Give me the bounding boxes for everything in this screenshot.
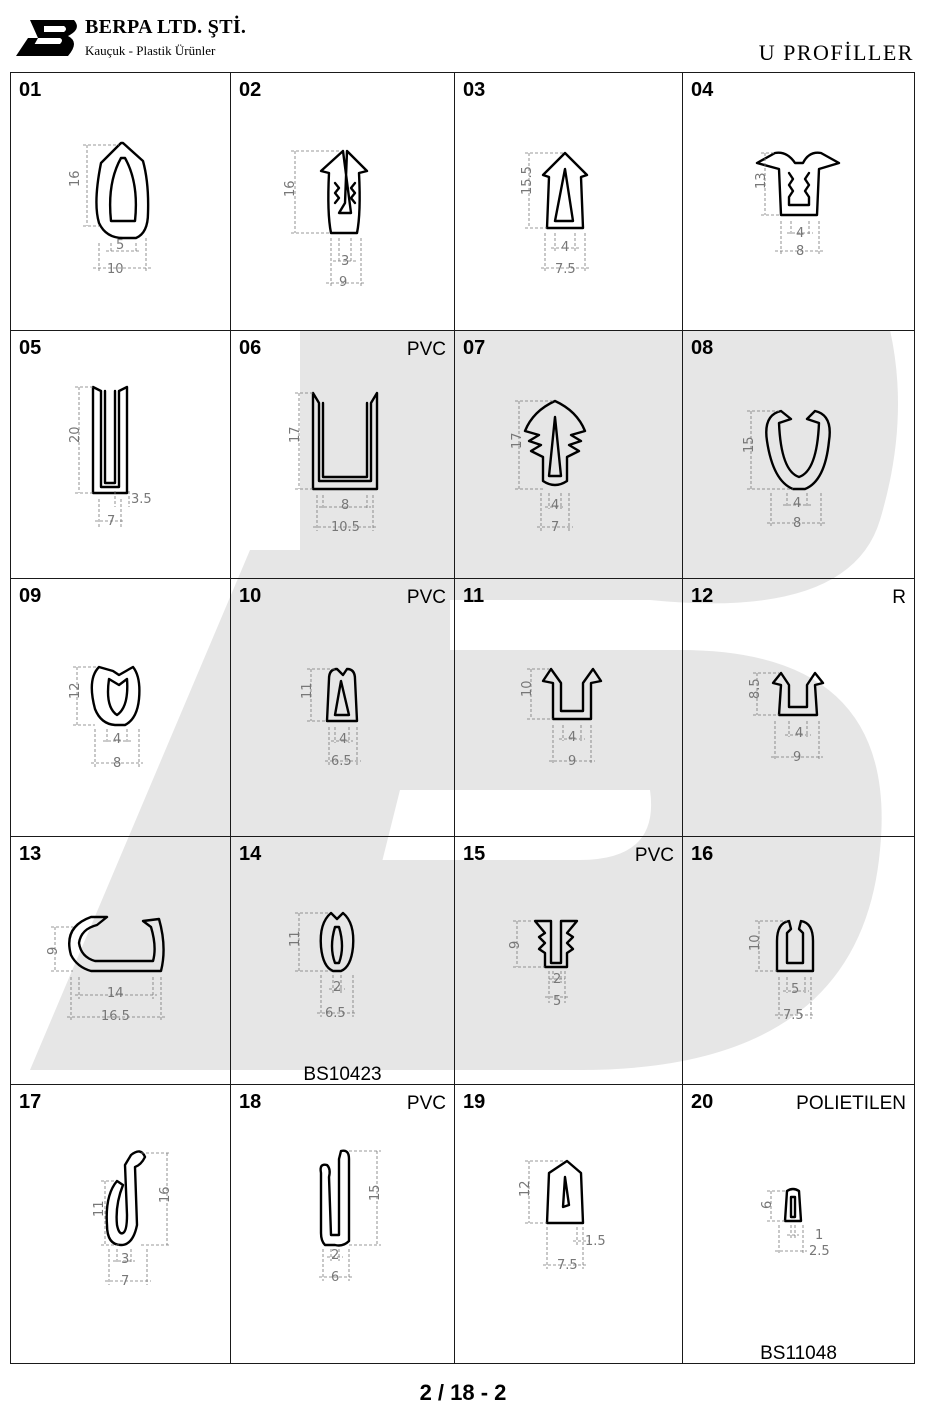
svg-text:4: 4 [113, 732, 122, 747]
profile-number: 18 [239, 1091, 262, 1113]
profile-drawing [11, 331, 230, 578]
svg-text:9: 9 [508, 940, 523, 949]
profile-drawing [683, 1085, 914, 1363]
profile-number: 11 [463, 585, 485, 607]
svg-text:7.5: 7.5 [783, 1008, 804, 1023]
svg-text:4: 4 [795, 726, 804, 741]
profile-cell-06 [231, 331, 455, 579]
profile-number: 17 [19, 1091, 42, 1113]
profile-cell-18 [231, 1085, 455, 1363]
svg-text:3.5: 3.5 [131, 492, 152, 507]
material-label: PVC [634, 845, 674, 866]
profile-cell-09 [11, 579, 231, 837]
svg-text:2: 2 [331, 1248, 340, 1263]
profile-number: 06 [239, 337, 262, 359]
profile-drawing [11, 579, 230, 836]
svg-text:7: 7 [121, 1274, 130, 1289]
material-label: R [892, 587, 906, 608]
svg-text:2: 2 [333, 980, 342, 995]
profile-number: 02 [239, 79, 262, 101]
svg-text:6.5: 6.5 [325, 1006, 346, 1021]
profile-number: 03 [463, 79, 486, 101]
svg-text:4: 4 [793, 496, 802, 511]
svg-text:8.5: 8.5 [748, 678, 763, 699]
svg-text:17: 17 [288, 426, 303, 443]
svg-text:15: 15 [742, 436, 757, 453]
profile-number: 07 [463, 337, 486, 359]
svg-text:16: 16 [158, 1186, 173, 1203]
profile-drawing [11, 73, 230, 330]
profile-drawing [683, 73, 914, 330]
profile-cell-16 [683, 837, 914, 1085]
profile-number: 16 [691, 843, 714, 865]
svg-text:8: 8 [793, 516, 802, 531]
svg-text:4: 4 [551, 498, 560, 513]
profile-number: 15 [463, 843, 486, 865]
svg-text:7: 7 [551, 520, 560, 535]
profile-drawing [231, 579, 454, 836]
svg-text:11: 11 [300, 682, 315, 699]
profile-drawing [11, 1085, 230, 1363]
svg-text:1.5: 1.5 [585, 1234, 606, 1249]
material-label: PVC [406, 339, 446, 360]
svg-text:8: 8 [113, 756, 122, 771]
svg-text:9: 9 [568, 754, 577, 769]
profile-drawing [683, 837, 914, 1084]
profile-cell-15 [455, 837, 683, 1085]
profile-number: 19 [463, 1091, 486, 1113]
svg-text:7: 7 [107, 514, 116, 529]
profile-drawing [231, 837, 454, 1084]
svg-text:10: 10 [520, 680, 535, 697]
svg-text:16.5: 16.5 [101, 1009, 130, 1024]
material-label: POLIETILEN [796, 1093, 906, 1114]
svg-text:4: 4 [561, 240, 570, 255]
page-number: 2 / 18 - 2 [419, 1380, 507, 1405]
svg-text:16: 16 [68, 170, 83, 187]
svg-text:2.5: 2.5 [809, 1244, 830, 1259]
profile-number: 14 [239, 843, 262, 865]
profile-number: 08 [691, 337, 714, 359]
profile-number: 20 [691, 1091, 714, 1113]
profile-cell-20 [683, 1085, 914, 1363]
svg-text:11: 11 [92, 1200, 107, 1217]
profile-drawing [455, 579, 682, 836]
profile-cell-02 [231, 73, 455, 331]
svg-text:8: 8 [796, 244, 805, 259]
profile-cell-11 [455, 579, 683, 837]
profile-cell-08 [683, 331, 914, 579]
svg-text:6: 6 [760, 1200, 775, 1209]
svg-text:11: 11 [288, 930, 303, 947]
svg-text:10: 10 [748, 934, 763, 951]
svg-text:10: 10 [107, 262, 124, 277]
profile-drawing [231, 73, 454, 330]
profile-drawing [455, 837, 682, 1084]
profile-cell-05 [11, 331, 231, 579]
material-label: PVC [406, 587, 446, 608]
svg-text:6.5: 6.5 [331, 754, 352, 769]
profile-cell-19 [455, 1085, 683, 1363]
svg-text:2: 2 [553, 972, 562, 987]
standard-code: BS10423 [303, 1064, 382, 1085]
profile-drawing [455, 73, 682, 330]
profile-number: 13 [19, 843, 42, 865]
page-header [0, 0, 926, 72]
svg-text:9: 9 [339, 275, 348, 290]
svg-text:7.5: 7.5 [557, 1258, 578, 1273]
svg-text:15: 15 [368, 1184, 383, 1201]
standard-code: BS11048 [760, 1343, 837, 1364]
svg-text:16: 16 [283, 180, 298, 197]
svg-text:12: 12 [518, 1180, 533, 1197]
profile-cell-01 [11, 73, 231, 331]
svg-text:1: 1 [815, 1228, 824, 1243]
profile-cell-07 [455, 331, 683, 579]
profile-cell-03 [455, 73, 683, 331]
svg-text:4: 4 [339, 732, 348, 747]
svg-text:6: 6 [331, 1270, 340, 1285]
svg-text:9: 9 [46, 946, 61, 955]
profile-drawing [455, 331, 682, 578]
svg-text:20: 20 [68, 426, 83, 443]
svg-text:5: 5 [553, 994, 562, 1009]
profile-number: 05 [19, 337, 42, 359]
profile-drawing [11, 837, 230, 1084]
svg-text:13: 13 [754, 172, 769, 189]
svg-text:17: 17 [510, 432, 525, 449]
profile-cell-10 [231, 579, 455, 837]
svg-text:7.5: 7.5 [555, 262, 576, 277]
svg-text:5: 5 [116, 238, 125, 253]
profile-drawing [231, 1085, 454, 1363]
svg-text:3: 3 [121, 1252, 130, 1267]
svg-text:4: 4 [796, 226, 805, 241]
profile-number: 10 [239, 585, 262, 607]
profile-number: 04 [691, 79, 714, 101]
profile-drawing [683, 579, 914, 836]
svg-text:9: 9 [793, 750, 802, 765]
profile-number: 01 [19, 79, 42, 101]
profile-number: 12 [691, 585, 714, 607]
profile-drawing [231, 331, 454, 578]
svg-text:4: 4 [568, 730, 577, 745]
profile-drawing [683, 331, 914, 578]
profile-number: 09 [19, 585, 42, 607]
svg-text:14: 14 [107, 986, 124, 1001]
svg-text:3: 3 [341, 254, 350, 269]
bp-logo-icon [16, 18, 78, 60]
profile-cell-17 [11, 1085, 231, 1363]
profile-cell-12 [683, 579, 914, 837]
page-title: U PROFİLLER [758, 40, 914, 65]
company-tagline: Kauçuk - Plastik Ürünler [85, 43, 216, 58]
profile-cell-14 [231, 837, 455, 1085]
profile-cell-13 [11, 837, 231, 1085]
svg-text:10.5: 10.5 [331, 520, 360, 535]
company-name: BERPA LTD. ŞTİ. [85, 16, 247, 38]
svg-text:15.5: 15.5 [520, 166, 535, 195]
profile-cell-04 [683, 73, 914, 331]
svg-text:12: 12 [68, 682, 83, 699]
profile-drawing [455, 1085, 682, 1363]
profile-grid [10, 72, 915, 1364]
svg-text:5: 5 [791, 982, 800, 997]
material-label: PVC [406, 1093, 446, 1114]
svg-text:8: 8 [341, 498, 350, 513]
